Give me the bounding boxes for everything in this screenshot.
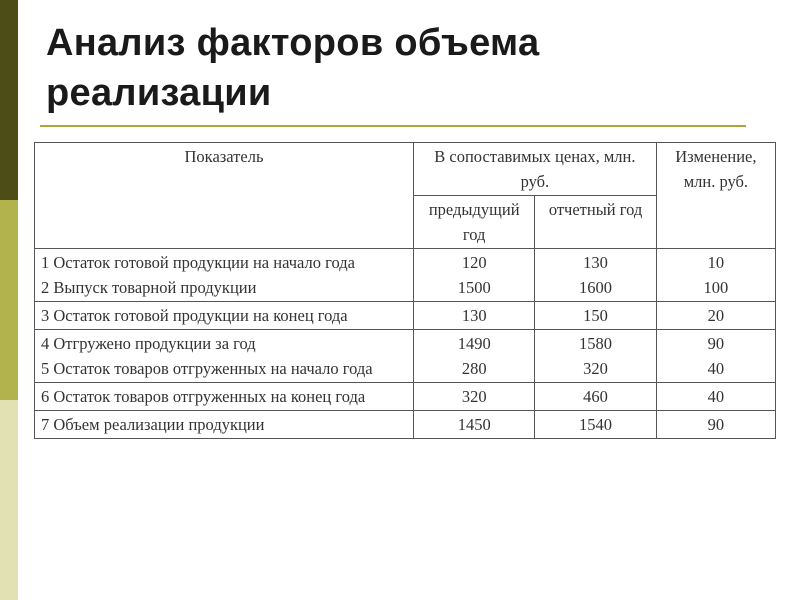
indicator-cell (35, 302, 414, 330)
value: 1450 (457, 415, 491, 434)
reporting-year-cell (535, 383, 656, 411)
header-change: Изменение, млн. руб. (656, 143, 775, 249)
header-previous-year: предыдущий год (414, 196, 535, 249)
value: 100 (703, 278, 729, 297)
value: 130 (461, 306, 487, 325)
header-reporting-year: отчетный год (535, 196, 656, 249)
header-indicator: Показатель (35, 143, 414, 249)
value: 1540 (579, 415, 613, 434)
table-row (35, 302, 776, 330)
value: 1490 (457, 334, 491, 353)
previous-year-cell (414, 411, 535, 439)
value: 320 (583, 359, 608, 378)
value: 130 (583, 253, 608, 272)
sidebar-block-light (0, 400, 18, 600)
indicator-cell (35, 330, 414, 383)
previous-year-cell (414, 249, 535, 302)
value: 280 (461, 359, 487, 378)
table-row (35, 330, 776, 383)
decorative-sidebar (0, 0, 18, 600)
change-cell (656, 383, 775, 411)
sidebar-block-mid (0, 200, 18, 400)
indicator-label: 3 Остаток готовой продукции на конец года (41, 306, 348, 325)
table-row (35, 249, 776, 302)
indicator-label: 6 Остаток товаров отгруженных на конец года (41, 387, 366, 406)
value: 90 (707, 415, 725, 434)
table-header-row (35, 143, 776, 196)
value: 90 (707, 334, 725, 353)
table-row (35, 383, 776, 411)
change-cell (656, 411, 775, 439)
indicator-label: 4 Отгружено продукции за год (41, 334, 256, 353)
indicator-label: 2 Выпуск товарной продукции (41, 278, 257, 297)
slide-title: Анализ факторов объема реализации (46, 22, 540, 114)
header-comparable-prices: В сопоставимых ценах, млн. руб. (414, 143, 657, 196)
reporting-year-cell (535, 330, 656, 383)
table-body (35, 249, 776, 439)
value: 40 (707, 387, 725, 406)
reporting-year-cell (535, 302, 656, 330)
indicator-label: 7 Объем реализации продукции (41, 415, 265, 434)
value: 150 (583, 306, 608, 325)
change-cell (656, 249, 775, 302)
value: 20 (707, 306, 725, 325)
value: 120 (461, 253, 487, 272)
value: 320 (461, 387, 487, 406)
title-divider (40, 125, 746, 127)
reporting-year-cell (535, 249, 656, 302)
indicator-label: 1 Остаток готовой продукции на начало года (41, 253, 355, 272)
value: 40 (707, 359, 725, 378)
factors-table (34, 142, 776, 439)
table-row (35, 411, 776, 439)
previous-year-cell (414, 383, 535, 411)
value: 1500 (457, 278, 491, 297)
indicator-cell (35, 383, 414, 411)
reporting-year-cell (535, 411, 656, 439)
indicator-cell (35, 411, 414, 439)
value: 1580 (579, 334, 613, 353)
change-cell (656, 302, 775, 330)
sidebar-block-dark (0, 0, 18, 200)
change-cell (656, 330, 775, 383)
previous-year-cell (414, 330, 535, 383)
indicator-cell (35, 249, 414, 302)
value: 460 (583, 387, 608, 406)
value: 1600 (579, 278, 613, 297)
indicator-label: 5 Остаток товаров отгруженных на начало года (41, 359, 373, 378)
value: 10 (707, 253, 725, 272)
previous-year-cell (414, 302, 535, 330)
